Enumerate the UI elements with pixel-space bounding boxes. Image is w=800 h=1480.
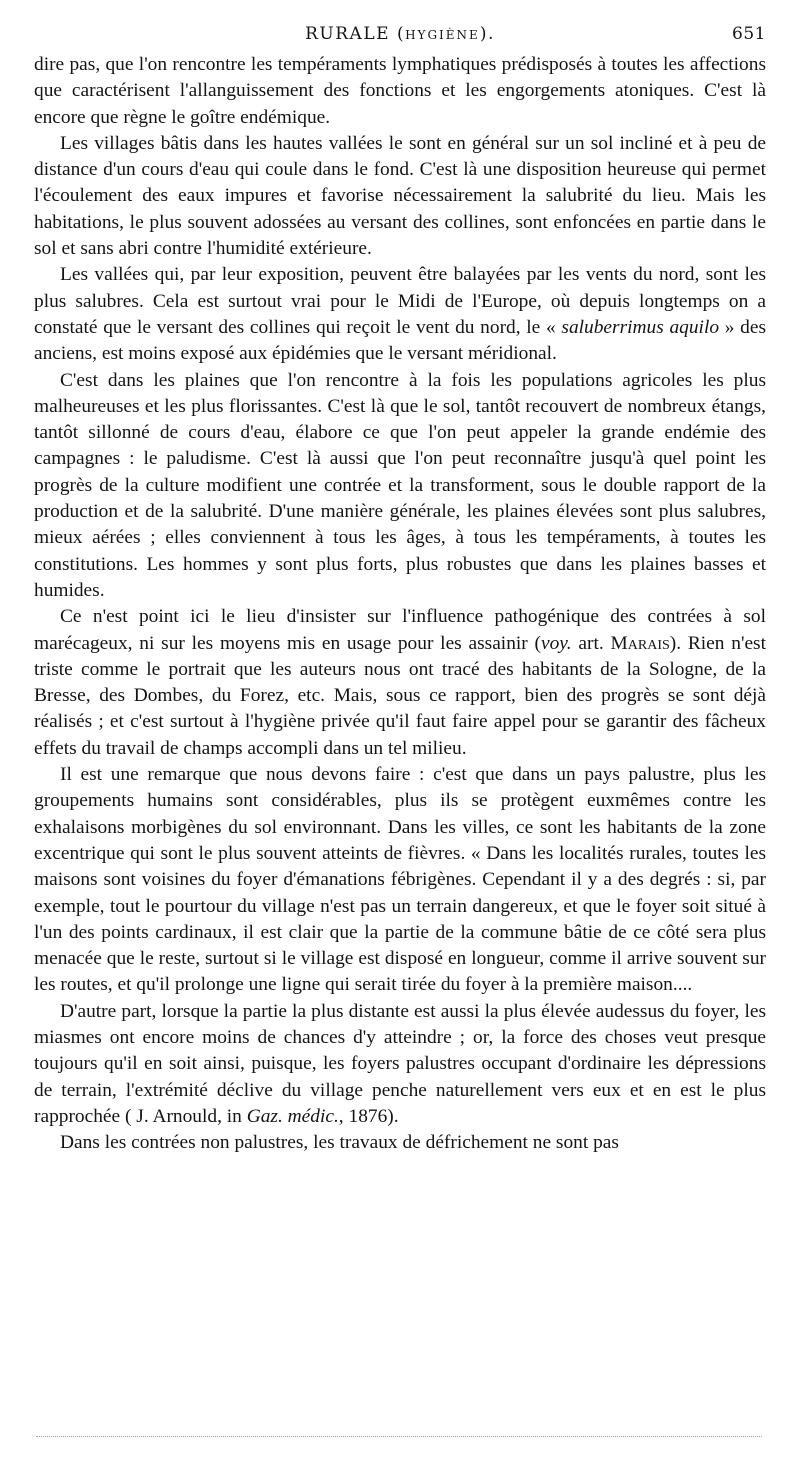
citation-journal: Gaz. médic. bbox=[246, 1105, 339, 1127]
paragraph-2: Les villages bâtis dans les hautes vallées le sont en général sur un sol incliné et à peu de distance d'un cours d'eau qui coule dans le fond. C'est là une disposition heureuse qui permet l'écoulement des eaux impures et favorise nécessairement la salubrité du lieu. Mais les habitations, le plus souvent adossées au versant des collines, sont enfoncées en partie dans le sol et sans abri contre l'humidité extérieure. bbox=[34, 132, 766, 260]
paragraph-3-text-a: Les vallées qui, par leur exposition, peuvent être balayées par les vents du nord, sont les plus salubres. Cela est surtout vrai pour le Midi de l'Europe, où depuis longtemps on a constaté que le versant des collines qui reçoit le vent du nord, le « bbox=[34, 264, 766, 338]
title-subtitle: HYGIÈNE bbox=[405, 28, 480, 42]
running-header bbox=[34, 24, 766, 52]
paragraph-5-text-a: Ce n'est point ici le lieu d'insister sur l'influence pathogénique des contrées à sol marécageux, ni sur les moyens mis en usage pour les assainir ( bbox=[34, 606, 766, 654]
footer-dotted-rule bbox=[36, 1436, 762, 1437]
text-body bbox=[34, 52, 766, 1156]
paragraph-7-text-c: , 1876). bbox=[338, 1105, 399, 1127]
latin-quote: saluberrimus aquilo bbox=[561, 316, 720, 338]
paragraph-8: Dans les contrées non palustres, les travaux de défrichement ne sont pas bbox=[60, 1132, 619, 1154]
title-paren-close: ). bbox=[479, 24, 495, 44]
running-title bbox=[34, 24, 766, 44]
cross-reference-marais: Marais bbox=[610, 632, 670, 654]
page bbox=[34, 24, 766, 1156]
voy-abbrev: voy. bbox=[540, 632, 572, 654]
paragraph-5-text-e: ). Rien n'est triste comme le portrait que les auteurs nous ont tracé des habitants de la Sologne, de la Bresse, des Dombes, du Forez, etc. Mais, sous ce rapport, bien des progrès se sont déjà réalisés ; et c'est surtout à l'hygiène privée qu'il faut faire appel pour se garantir des fâcheux effets du travail de champs accompli dans un tel milieu. bbox=[34, 632, 766, 759]
paragraph-4: C'est dans les plaines que l'on rencontre à la fois les populations agricoles les plus malheureuses et les plus florissantes. C'est là que le sol, tantôt recouvert de nombreux étangs, tantôt sillonné de cours d'eau, élabore ce que l'on peut appeler la grande endémie des campagnes : le paludisme. C'est là aussi que l'on peut reconnaître jusqu'à quel point les progrès de la culture modifient une contrée et la transforment, sous le double rapport de la production et de la salubrité. D'une manière générale, les plaines élevées sont plus salubres, mieux aérées ; elles conviennent à tous les âges, à tous les tempéraments, à toutes les constitutions. Les hommes y sont plus forts, plus robustes que dans les plaines basses et humides. bbox=[34, 369, 766, 601]
paragraph-7-text-a: D'autre part, lorsque la partie la plus distante est aussi la plus élevée audessus du foyer, les miasmes ont encore moins de chances d'y atteindre ; or, la force des choses veut presque toujours qu'il en soit ainsi, puisque, les foyers palustres occupant d'ordinaire les dépressions de terrain, l'extrémité déclive du village penche naturellement vers eux et en est le plus rapprochée ( J. Arnould, in bbox=[34, 1000, 766, 1127]
paragraph-1: dire pas, que l'on rencontre les tempéraments lymphatiques prédisposés à toutes les affections que caractérisent l'allanguissement des fonctions et les engorgements atoniques. C'est là encore que règne le goître endémique. bbox=[34, 54, 766, 128]
page-number: 651 bbox=[732, 24, 766, 44]
paragraph-5 bbox=[34, 604, 766, 762]
paragraph-3-text-c: » des anciens, est moins exposé aux épidémies que le versant méridional. bbox=[34, 316, 766, 365]
paragraph-3 bbox=[34, 262, 766, 367]
paragraph-5-text-c: art. bbox=[571, 632, 611, 654]
title-main: RURALE bbox=[305, 24, 397, 44]
paragraph-7 bbox=[34, 999, 766, 1130]
paragraph-6: Il est une remarque que nous devons faire : c'est que dans un pays palustre, plus les groupements humains sont considérables, plus ils se protègent euxmêmes contre les exhalaisons morbigènes du sol environnant. Dans les villes, ce sont les habitants de la zone excentrique qui sont le plus souvent atteints de fièvres. « Dans les localités rurales, toutes les maisons sont voisines du foyer d'émanations fébrigènes. Cependant il y a des degrés : si, par exemple, tout le pourtour du village n'est pas un terrain dangereux, et que le foyer soit situé à l'un des points cardinaux, il est clair que la partie de la commune bâtie de ce côté sera plus menacée que le reste, surtout si le village est disposé en longueur, comme il arrive souvent sur les routes, et qu'il prolonge une ligne qui serait tirée du foyer à la première maison.... bbox=[34, 764, 766, 996]
title-paren-open: ( bbox=[396, 24, 406, 44]
